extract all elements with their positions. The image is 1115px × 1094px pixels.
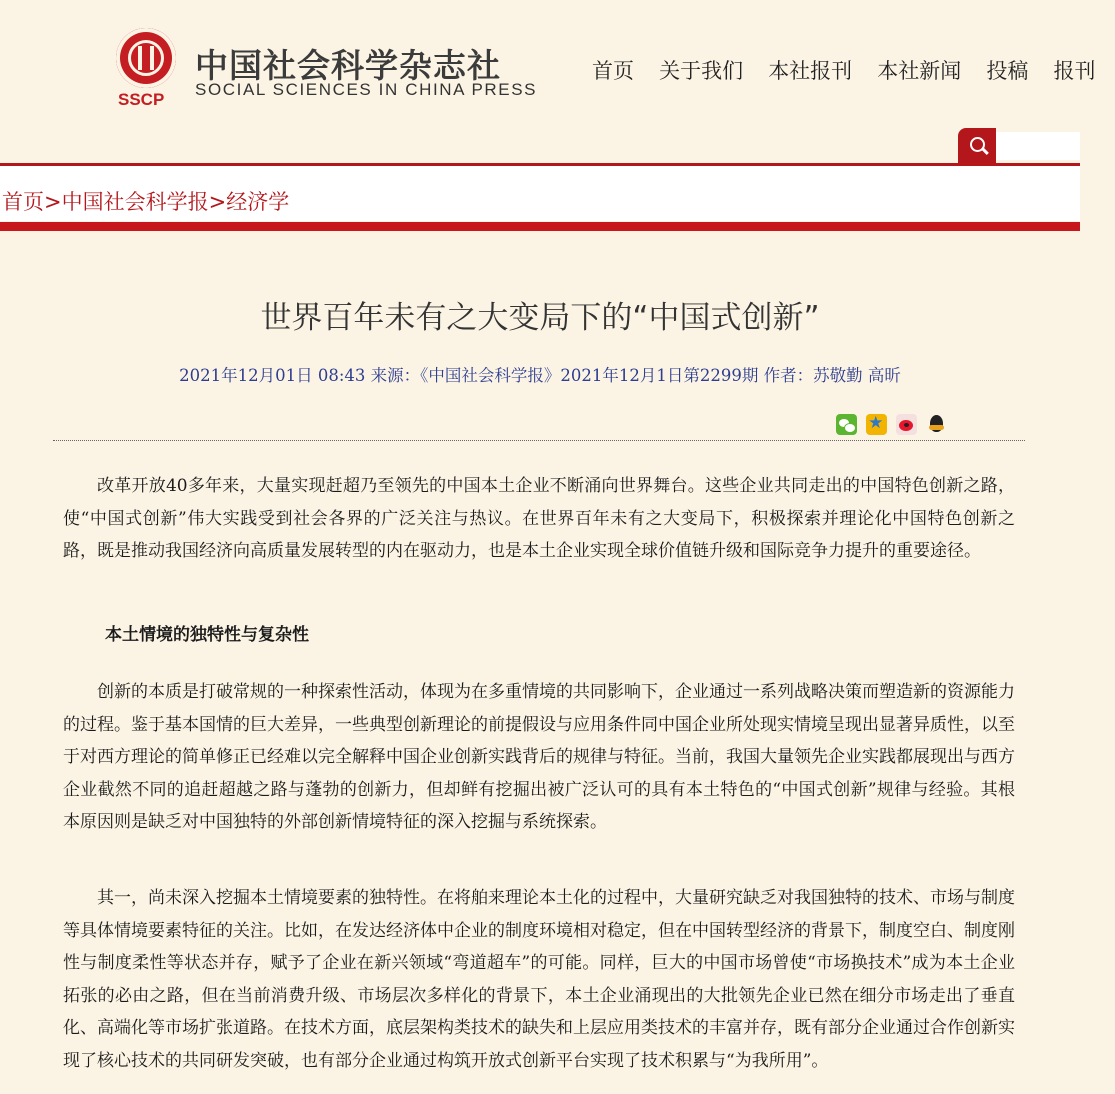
nav-publications[interactable]: 本社报刊: [768, 59, 853, 83]
nav-submit[interactable]: 投稿: [986, 59, 1029, 83]
search-box: [958, 128, 1080, 164]
wechat-icon[interactable]: [836, 414, 857, 435]
logo-abbr: SSCP: [118, 90, 165, 109]
search-button[interactable]: [958, 128, 996, 164]
org-name-cn: 中国社会科学杂志社: [195, 46, 501, 85]
nav-press[interactable]: 报刊: [1053, 59, 1096, 83]
article-subheading: 本土情境的独特性与复杂性: [105, 625, 309, 645]
qq-icon[interactable]: [926, 414, 947, 435]
main-nav: [592, 55, 1115, 85]
site-header: [0, 0, 1096, 165]
meta-divider: [53, 440, 1025, 441]
article-title: 世界百年未有之大变局下的“中国式创新”: [260, 300, 820, 336]
qzone-icon[interactable]: [866, 414, 887, 435]
article-paragraph: 创新的本质是打破常规的一种探索性活动，体现为在多重情境的共同影响下，企业通过一系列战略决策而塑造新的资源能力的过程。鉴于基本国情的巨大差异，一些典型创新理论的前提假设与应用条件同中国企业所处现实情境呈现出显著异质性，以至于对西方理论的简单修正已经难以完全解释中国企业创新实践背后的规律与特征。当前，我国大量领先企业实践都展现出与西方企业截然不同的追赶超越之路与蓬勃的创新力，但却鲜有挖掘出被广泛认可的具有本土特色的“中国式创新”规律与经验。其根本原因则是缺乏对中国独特的外部创新情境特征的深入挖掘与系统探索。: [63, 682, 1015, 832]
article-paragraph: 其一，尚未深入挖掘本土情境要素的独特性。在将舶来理论本土化的过程中，大量研究缺乏对我国独特的技术、市场与制度等具体情境要素特征的关注。比如，在发达经济体中企业的制度环境相对稳定，但在中国转型经济的背景下，制度空白、制度刚性与制度柔性等状态并存，赋予了企业在新兴领域“弯道超车”的可能。同样，巨大的中国市场曾使“市场换技术”成为本土企业拓张的必由之路，但在当前消费升级、市场层次多样化的背景下，本土企业涌现出的大批领先企业已然在细分市场走出了垂直化、高端化等市场扩张道路。在技术方面，底层架构类技术的缺失和上层应用类技术的丰富并存，既有部分企业通过合作创新实现了核心技术的共同研发突破，也有部分企业通过构筑开放式创新平台实现了技术积累与“为我所用”。: [63, 888, 1015, 1071]
weibo-icon[interactable]: [896, 414, 917, 435]
search-input[interactable]: [996, 132, 1080, 160]
nav-news[interactable]: 本社新闻: [877, 59, 962, 83]
breadcrumb[interactable]: 首页>中国社会科学报>经济学: [2, 190, 290, 214]
org-name-en: SOCIAL SCIENCES IN CHINA PRESS: [195, 80, 538, 99]
nav-home[interactable]: 首页: [592, 59, 634, 83]
breadcrumb-divider: [0, 222, 1080, 231]
sscp-emblem-icon: [116, 28, 176, 88]
article-paragraph: 改革开放40多年来，大量实现赶超乃至领先的中国本土企业不断涌向世界舞台。这些企业共同走出的中国特色创新之路，使“中国式创新”伟大实践受到社会各界的广泛关注与热议。在世界百年未有之大变局下，积极探索并理论化中国特色创新之路，既是推动我国经济向高质量发展转型的内在驱动力，也是本土企业实现全球价值链升级和国际竞争力提升的重要途径。: [63, 476, 1015, 561]
article-meta: 2021年12月01日 08:43 来源：《中国社会科学报》2021年12月1日第2299期 作者：苏敬勤 高昕: [179, 366, 901, 385]
sscp-logo[interactable]: [112, 28, 184, 108]
nav-about[interactable]: 关于我们: [659, 59, 744, 83]
share-bar: [836, 414, 951, 438]
